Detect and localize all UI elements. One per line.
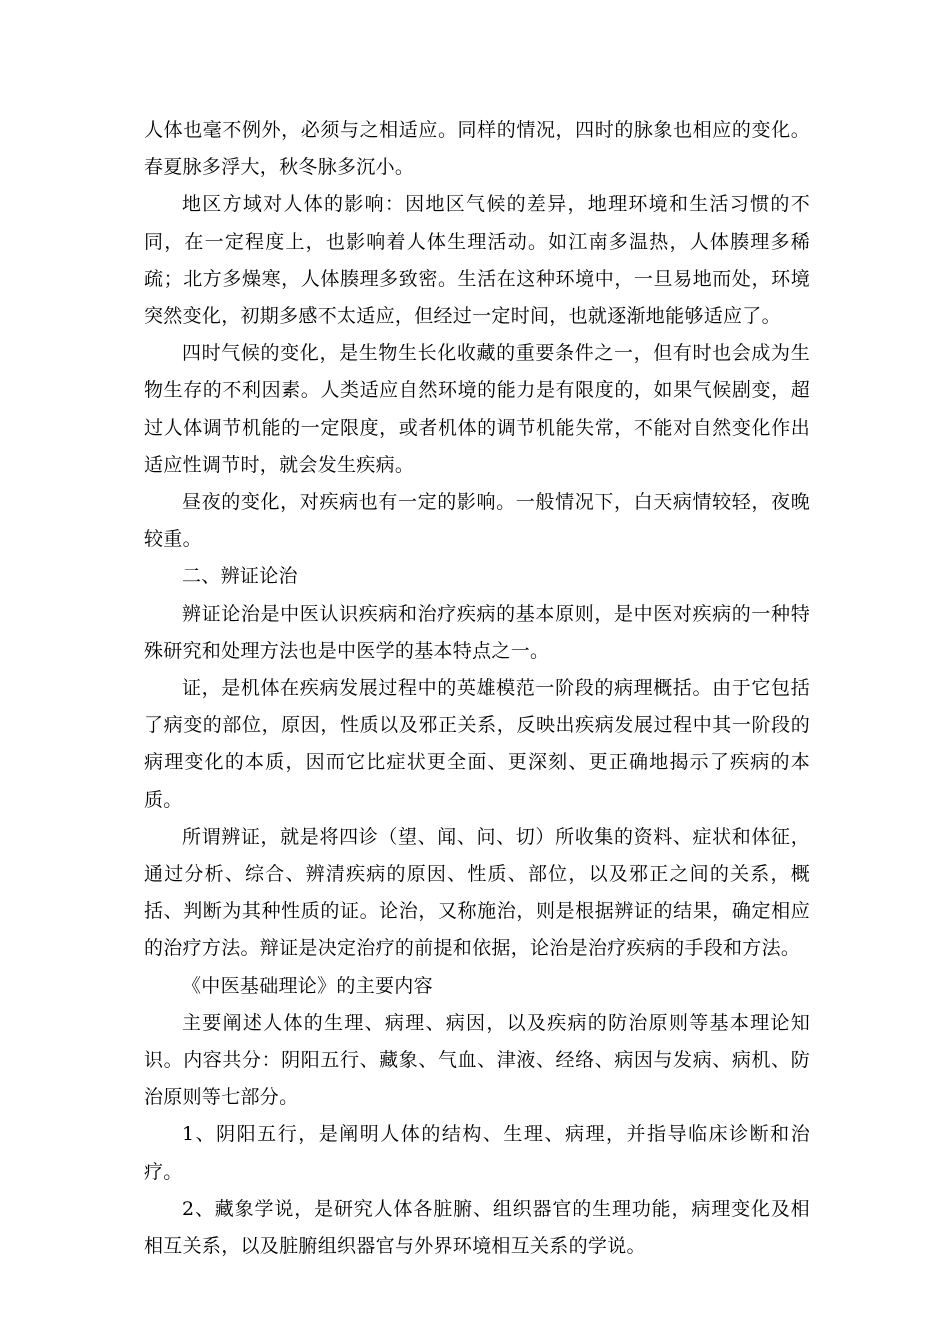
section-heading: 二、辨证论治 xyxy=(182,565,298,588)
paragraph-4: 昼夜的变化，对疾病也有一定的影响。一般情况下，白天病情较轻，夜晚较重。 xyxy=(144,491,810,551)
subsection-heading: 《中医基础理论》的主要内容 xyxy=(182,974,433,997)
paragraph-7: 证，是机体在疾病发展过程中的英雄模范一阶段的病理概括。由于它包括了病变的部位，原因，性质以及邪正关系，反映出疾病发展过程中其一阶段的病理变化的本质，因而它比症状更全面、更深刻、更正确地揭示了疾病的本质。 xyxy=(144,677,810,811)
paragraph-1: 人体也毫不例外，必须与之相适应。同样的情况，四时的脉象也相应的变化。春夏脉多浮大，秋冬脉多沉小。 xyxy=(144,119,810,179)
paragraph-6: 辨证论治是中医认识疾病和治疗疾病的基本原则，是中医对疾病的一种特殊研究和处理方法也是中医学的基本特点之一。 xyxy=(144,602,810,662)
document-page xyxy=(144,112,810,1265)
paragraph-2: 地区方域对人体的影响：因地区气候的差异，地理环境和生活习惯的不同，在一定程度上，也影响着人体生理活动。如江南多温热，人体腠理多稀疏；北方多燥寒，人体腠理多致密。生活在这种环境中，一旦易地而处，环境突然变化，初期多感不太适应，但经过一定时间，也就逐渐地能够适应了。 xyxy=(144,193,810,328)
paragraph-10: 主要阐述人体的生理、病理、病因，以及疾病的防治原则等基本理论知识。内容共分：阴阳五行、藏象、气血、津液、经络、病因与发病、病机、防治原则等七部分。 xyxy=(144,1011,810,1109)
paragraph-8: 所谓辨证，就是将四诊（望、闻、问、切）所收集的资料、症状和体征，通过分析、综合、辨清疾病的原因、性质、部位，以及邪正之间的关系，概括、判断为其种性质的证。论治，又称施治，则是根据辨证的结果，确定相应的治疗方法。辩证是决定治疗的前提和依据，论治是治疗疾病的手段和方法。 xyxy=(144,825,810,960)
list-item-1: 1、阴阳五行，是阐明人体的结构、生理、病理，并指导临床诊断和治疗。 xyxy=(144,1123,810,1183)
list-item-2: 2、藏象学说，是研究人体各脏腑、组织器官的生理功能，病理变化及相相互关系，以及脏腑组织器官与外界环境相互关系的学说。 xyxy=(144,1197,810,1258)
paragraph-3: 四时气候的变化，是生物生长化收藏的重要条件之一，但有时也会成为生物生存的不利因素。人类适应自然环境的能力是有限度的，如果气候剧变，超过人体调节机能的一定限度，或者机体的调节机能失常，不能对自然变化作出适应性调节时，就会发生疾病。 xyxy=(144,342,810,476)
